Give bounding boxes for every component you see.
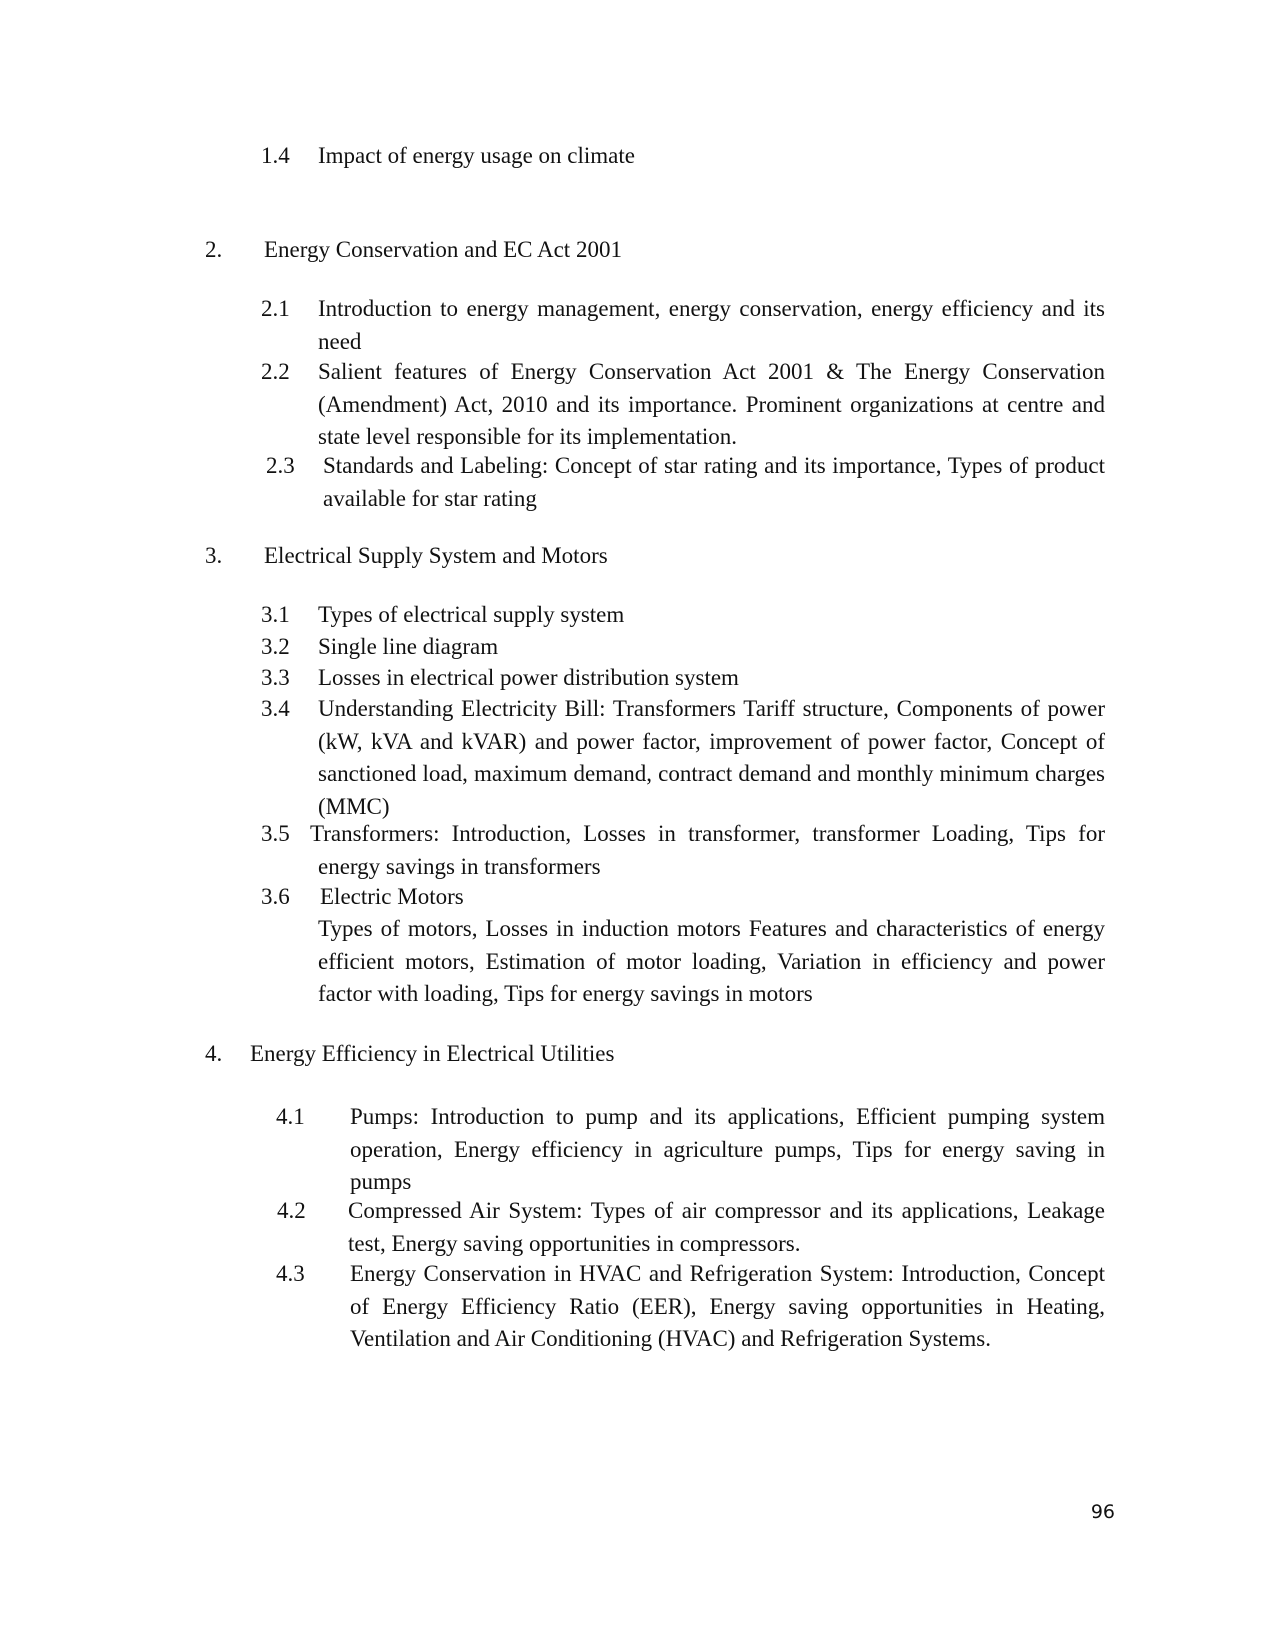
subsection-text: Losses in electrical power distribution system [318, 665, 739, 690]
subsection-text: Single line diagram [318, 634, 499, 659]
subsection-number: 2.2 [261, 359, 290, 384]
subsection-number: 4.1 [276, 1104, 305, 1129]
subsection-text: Types of motors, Losses in induction motors Features and characteristics of energy efficient motors, Estimation of motor loading, Variation in efficiency and power factor with loading, Tips for energy savings in motors [318, 916, 1105, 1006]
subsection-number: 2.3 [266, 453, 295, 478]
subsection-number: 3.1 [261, 602, 290, 627]
section-title: Energy Conservation and EC Act 2001 [264, 237, 622, 262]
subsection-text: Salient features of Energy Conservation Act 2001 & The Energy Conservation (Amendment) Act, 2010 and its importance. Prominent organizations at centre and state level responsible for its implementation. [318, 359, 1105, 449]
subsection-text [310, 818, 1105, 883]
subsection-number: 3.4 [261, 696, 290, 721]
section-title: Electrical Supply System and Motors [264, 543, 608, 568]
subsection-text: Pumps: Introduction to pump and its applications, Efficient pumping system operation, Energy efficiency in agriculture pumps, Tips for energy saving in pumps [350, 1104, 1105, 1194]
subsection-text: Energy Conservation in HVAC and Refrigeration System: Introduction, Concept of Energy Efficiency Ratio (EER), Energy saving opportunities in Heating, Ventilation and Air Conditioning (HVAC) and Refrigeration Systems. [350, 1261, 1105, 1351]
subsection-number: 3.6 [261, 884, 290, 909]
subsection-number: 2.1 [261, 296, 290, 321]
subsection-number: 1.4 [261, 143, 290, 168]
subsection-text: Introduction to energy management, energy conservation, energy efficiency and its need [318, 296, 1105, 354]
subsection-heading: Electric Motors [320, 884, 464, 909]
section-number: 4. [205, 1041, 223, 1066]
page-number: 96 [1090, 1501, 1115, 1523]
subsection-number: 3.3 [261, 665, 290, 690]
subsection-text: Compressed Air System: Types of air compressor and its applications, Leakage test, Energy saving opportunities in compressors. [348, 1198, 1105, 1256]
subsection-text: Impact of energy usage on climate [318, 143, 635, 168]
section-number: 2. [205, 237, 223, 262]
subsection-number: 4.3 [276, 1261, 305, 1286]
subsection-text-body: Transformers: Introduction, Losses in transformer, transformer Loading, Tips for energy savings in transformers [310, 821, 1105, 879]
section-number: 3. [205, 543, 223, 568]
section-title: Energy Efficiency in Electrical Utilities [250, 1041, 615, 1066]
subsection-text: Standards and Labeling: Concept of star rating and its importance, Types of product available for star rating [323, 453, 1105, 511]
subsection-text: Understanding Electricity Bill: Transformers Tariff structure, Components of power (kW, kVA and kVAR) and power factor, improvement of power factor, Concept of sanctioned load, maximum demand, contract demand and monthly minimum charges (MMC) [318, 696, 1105, 819]
subsection-text: Types of electrical supply system [318, 602, 625, 627]
subsection-number: 4.2 [277, 1198, 306, 1223]
subsection-number: 3.5 [261, 821, 290, 846]
subsection-number: 3.2 [261, 634, 290, 659]
